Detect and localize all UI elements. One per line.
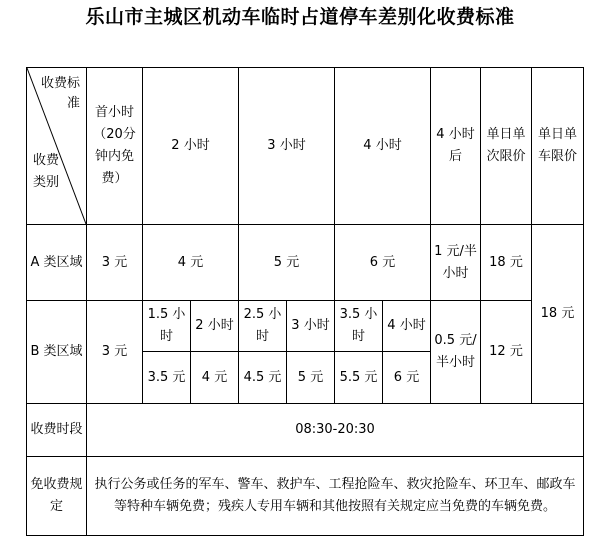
zone-a-after-4-hours: 1 元/半小时 (431, 225, 481, 301)
header-first-hour: 首小时（20分钟内免费） (87, 68, 143, 225)
zone-a-3-hours: 5 元 (239, 225, 335, 301)
header-4-hours: 4 小时 (335, 68, 431, 225)
zone-a-4-hours: 6 元 (335, 225, 431, 301)
zone-b-first-hour: 3 元 (87, 301, 143, 404)
fee-table (26, 67, 584, 536)
header-after-4-hours: 4 小时后 (431, 68, 481, 225)
zone-b-price-2-5h: 4.5 元 (239, 352, 287, 404)
per-car-cap-value: 18 元 (532, 225, 584, 404)
zone-b-time-1-5h: 1.5 小时 (143, 301, 191, 352)
zone-b-price-3-5h: 5.5 元 (335, 352, 383, 404)
header-2-hours: 2 小时 (143, 68, 239, 225)
header-per-visit-cap: 单日单次限价 (481, 68, 532, 225)
zone-b-price-1-5h: 3.5 元 (143, 352, 191, 404)
zone-a-first-hour: 3 元 (87, 225, 143, 301)
zone-b-price-4h: 6 元 (383, 352, 431, 404)
corner-label-fee-standard: 收费标准 (40, 76, 80, 111)
corner-header-cell (27, 68, 87, 225)
zone-b-label: B 类区域 (27, 301, 87, 404)
charge-period-label: 收费时段 (27, 404, 87, 457)
zone-a-label: A 类区域 (27, 225, 87, 301)
corner-label-fee-category: 收费类别 (33, 153, 60, 190)
charge-period-value: 08:30-20:30 (87, 404, 584, 457)
header-per-car-cap: 单日单车限价 (532, 68, 584, 225)
zone-a-per-visit-cap: 18 元 (481, 225, 532, 301)
zone-b-time-3h: 3 小时 (287, 301, 335, 352)
zone-b-time-3-5h: 3.5 小时 (335, 301, 383, 352)
zone-b-price-2h: 4 元 (191, 352, 239, 404)
zone-a-2-hours: 4 元 (143, 225, 239, 301)
zone-b-time-4h: 4 小时 (383, 301, 431, 352)
header-3-hours: 3 小时 (239, 68, 335, 225)
zone-b-price-3h: 5 元 (287, 352, 335, 404)
zone-b-after-4-hours: 0.5 元/半小时 (431, 301, 481, 404)
exemption-value: 执行公务或任务的军车、警车、救护车、工程抢险车、救灾抢险车、环卫车、邮政车等特种车辆免费；残疾人专用车辆和其他按照有关规定应当免费的车辆免费。 (87, 457, 584, 536)
zone-b-per-visit-cap: 12 元 (481, 301, 532, 404)
page-title: 乐山市主城区机动车临时占道停车差别化收费标准 (85, 6, 515, 28)
exemption-label: 免收费规定 (27, 457, 87, 536)
zone-b-time-2-5h: 2.5 小时 (239, 301, 287, 352)
zone-b-time-2h: 2 小时 (191, 301, 239, 352)
